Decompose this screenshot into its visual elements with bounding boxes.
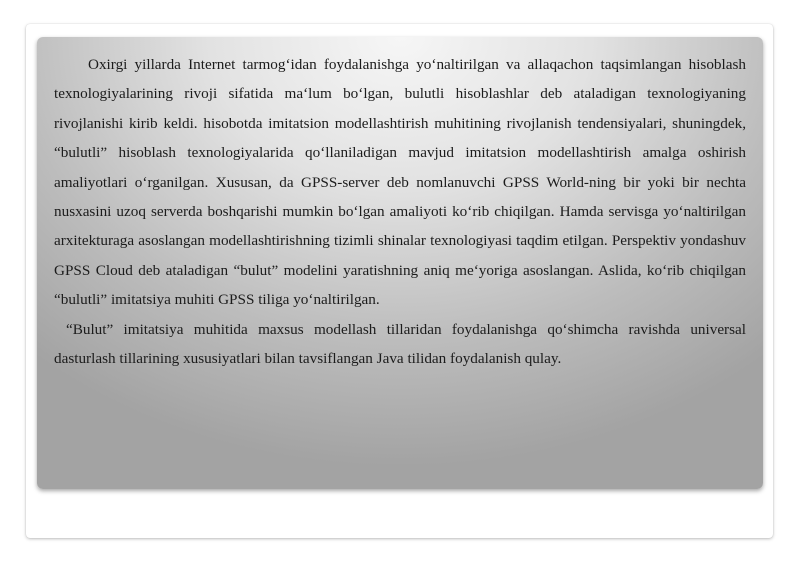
- paragraph-2: “Bulut” imitatsiya muhitida maxsus modellash tillaridan foydalanishga qo‘shimcha ravishda universal dasturlash tillarining xususiyatlari bilan tavsiflangan Java tilidan foydalanish qulay.: [54, 320, 746, 368]
- paragraph-1: Oxirgi yillarda Internet tarmog‘idan foydalanishga yo‘naltirilgan va allaqachon taqsimlangan hisoblash texnologiyalarining rivoji sifatida ma‘lum bo‘lgan, bulutli hisoblashlar deb ataladigan texnologiyaning rivojlanishi kirib keldi. hisobotda imitatsion modellashtirish muhitining rivojlanish tendensiyalari, shuningdek, “bulutli” hisoblash texnologiyalarida qo‘llaniladigan mavjud imitatsion modellashtirish amalga oshirish amaliyotlari o‘rganilgan. Xususan, da GPSS-server deb nomlanuvchi GPSS World-ning bir yoki bir nechta nusxasini uzoq serverda boshqarishi mumkin bo‘lgan amaliyoti ko‘rib chiqilgan. Hamda servisga yo‘naltirilgan arxitekturaga asoslangan modellashtirishning tizimli shinalar texnologiyasi taqdim etilgan. Perspektiv yondashuv GPSS Cloud deb ataladigan “bulut” modelini yaratishning aniq me‘yoriga asoslangan. Aslida, ko‘rib chiqilgan “bulutli” imitatsiya muhiti GPSS tiliga yo‘naltirilgan.: [54, 56, 746, 309]
- text-panel: [37, 37, 763, 489]
